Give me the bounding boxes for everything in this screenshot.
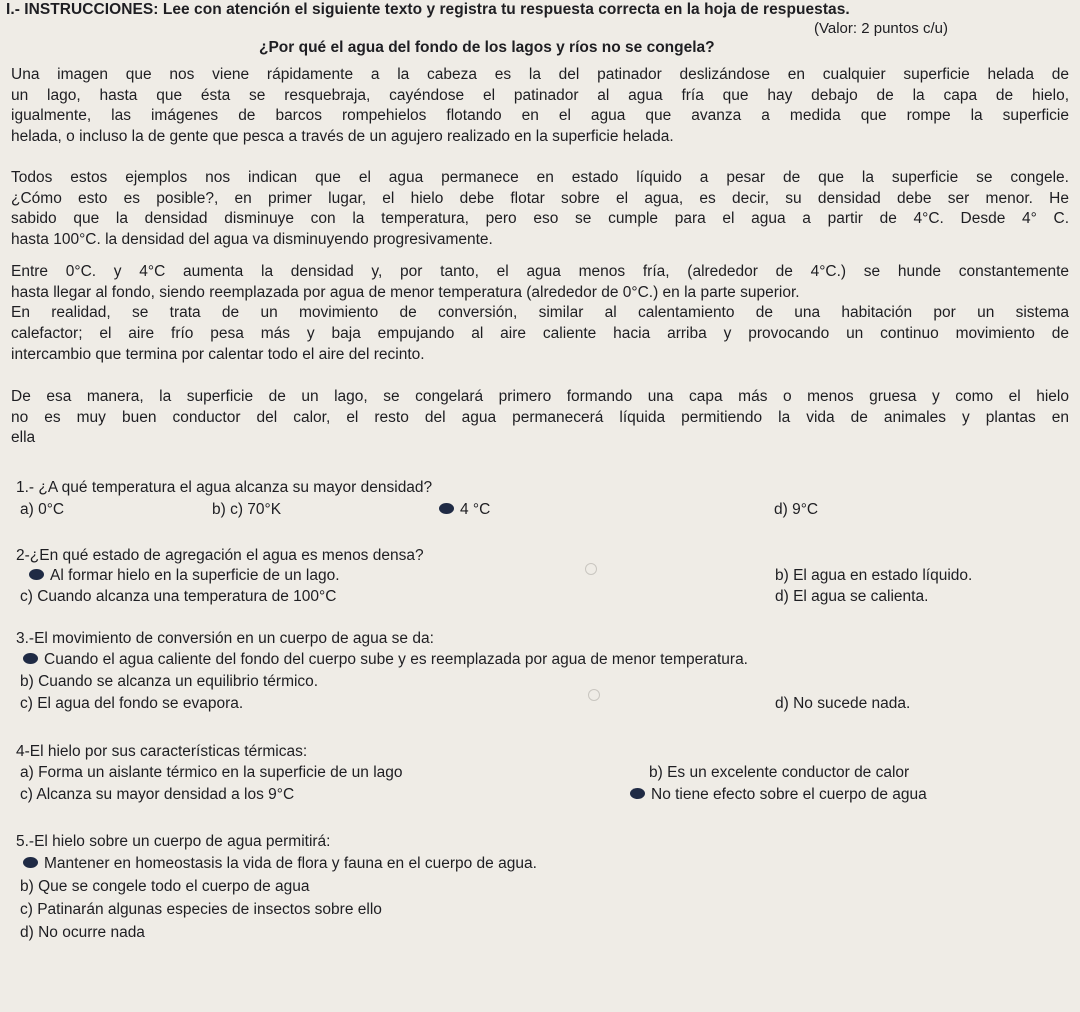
q5-option-a-selected[interactable] — [23, 854, 537, 874]
text-line: ella — [11, 429, 36, 447]
paragraph-2 — [11, 168, 1069, 251]
text-line: Entre 0°C. y 4°C aumenta la densidad y, por tanto, el agua menos fría, (alrededor de 4°C.) se hunde constantemente — [11, 263, 1069, 280]
selected-answer-mark-icon — [23, 653, 38, 664]
question-4: 4-El hielo por sus características térmicas: — [16, 743, 308, 760]
option-label: Cuando el agua caliente del fondo del cuerpo sube y es reemplazada por agua de menor temperatura. — [44, 651, 748, 668]
instructions-header: I.- INSTRUCCIONES: Lee con atención el siguiente texto y registra tu respuesta correcta en la hoja de respuestas. — [6, 1, 850, 18]
faint-mark-icon — [588, 689, 600, 701]
q3-option-d[interactable]: d) No sucede nada. — [775, 695, 911, 712]
option-label: Mantener en homeostasis la vida de flora y fauna en el cuerpo de agua. — [44, 855, 537, 872]
text-line: helada, o incluso la de gente que pesca a través de un agujero realizado en la superficie helada. — [11, 128, 674, 146]
q4-option-c[interactable]: c) Alcanza su mayor densidad a los 9°C — [20, 786, 295, 803]
option-label: No tiene efecto sobre el cuerpo de agua — [651, 786, 927, 803]
text-line: calefactor; el aire frío pesa más y baja empujando al aire caliente hacia arriba y provocando un continuo movimiento de — [11, 325, 1069, 343]
q2-option-b[interactable]: b) El agua en estado líquido. — [775, 567, 973, 584]
q4-option-b[interactable]: b) Es un excelente conductor de calor — [649, 764, 910, 781]
q3-option-c[interactable]: c) El agua del fondo se evapora. — [20, 695, 244, 712]
question-1: 1.- ¿A qué temperatura el agua alcanza su mayor densidad? — [16, 479, 433, 496]
question-2: 2-¿En qué estado de agregación el agua es menos densa? — [16, 547, 424, 564]
paragraph-1 — [11, 65, 1069, 148]
q1-option-c-selected[interactable] — [439, 500, 490, 520]
faint-mark-icon — [585, 563, 597, 575]
q3-option-a-selected[interactable] — [23, 650, 748, 670]
text-line: hasta 100°C. la densidad del agua va disminuyendo progresivamente. — [11, 231, 493, 249]
question-5: 5.-El hielo sobre un cuerpo de agua permitirá: — [16, 833, 331, 850]
paragraph-3 — [11, 262, 1069, 366]
text-line: intercambio que termina por calentar todo el aire del recinto. — [11, 345, 425, 363]
reading-title: ¿Por qué el agua del fondo de los lagos y ríos no se congela? — [259, 39, 715, 56]
text-line: no es muy buen conductor del calor, el resto del agua permanecerá líquida permitiendo la vida de animales y plantas en — [11, 408, 1069, 426]
question-3: 3.-El movimiento de conversión en un cuerpo de agua se da: — [16, 630, 434, 647]
selected-answer-mark-icon — [29, 569, 44, 580]
text-line: De esa manera, la superficie de un lago, se congelará primero formando una capa más o menos gruesa y como el hielo — [11, 388, 1069, 405]
q4-option-a[interactable]: a) Forma un aislante térmico en la superficie de un lago — [20, 764, 403, 781]
q2-option-a-selected[interactable] — [29, 566, 340, 586]
q1-option-d[interactable]: d) 9°C — [774, 501, 819, 518]
q4-option-d-selected[interactable] — [630, 785, 927, 805]
text-line: Una imagen que nos viene rápidamente a la cabeza es la del patinador deslizándose en cualquier superficie helada de — [11, 66, 1069, 83]
selected-answer-mark-icon — [439, 503, 454, 514]
text-line: un lago, hasta que ésta se resquebraja, cayéndose el patinador al agua fría que hay debajo de la capa de hielo, — [11, 86, 1069, 104]
q1-option-a[interactable]: a) 0°C — [20, 501, 65, 518]
q5-option-c[interactable]: c) Patinarán algunas especies de insectos sobre ello — [20, 901, 382, 918]
text-line: hasta llegar al fondo, siendo reemplazada por agua de menor temperatura (alrededor de 0°C.) en la parte superior. — [11, 283, 800, 301]
selected-answer-mark-icon — [630, 788, 645, 799]
q2-option-c[interactable]: c) Cuando alcanza una temperatura de 100°C — [20, 588, 337, 605]
q5-option-d[interactable]: d) No ocurre nada — [20, 924, 145, 941]
points-value: (Valor: 2 puntos c/u) — [814, 20, 948, 37]
text-line: Todos estos ejemplos nos indican que el agua permanece en estado líquido a pesar de que la superficie se congele. — [11, 169, 1069, 186]
option-label: Al formar hielo en la superficie de un lago. — [50, 567, 340, 584]
selected-answer-mark-icon — [23, 857, 38, 868]
text-line: ¿Cómo esto es posible?, en primer lugar, el hielo debe flotar sobre el agua, es decir, su densidad debe ser menor. He — [11, 189, 1069, 207]
text-line: En realidad, se trata de un movimiento de conversión, similar al calentamiento de una habitación por un sistema — [11, 304, 1069, 322]
q2-option-d[interactable]: d) El agua se calienta. — [775, 588, 929, 605]
q3-option-b[interactable]: b) Cuando se alcanza un equilibrio térmico. — [20, 673, 319, 690]
q5-option-b[interactable]: b) Que se congele todo el cuerpo de agua — [20, 878, 310, 895]
text-line: igualmente, las imágenes de barcos rompehielos flotando en el agua que avanza a medida que rompe la superficie — [11, 107, 1069, 125]
paragraph-4 — [11, 387, 1069, 449]
q1-option-b[interactable]: b) c) 70°K — [212, 501, 282, 518]
option-label: 4 °C — [460, 501, 491, 518]
text-line: sabido que la densidad disminuye con la temperatura, pero eso se cumple para el agua a partir de 4°C. Desde 4° C. — [11, 210, 1069, 228]
